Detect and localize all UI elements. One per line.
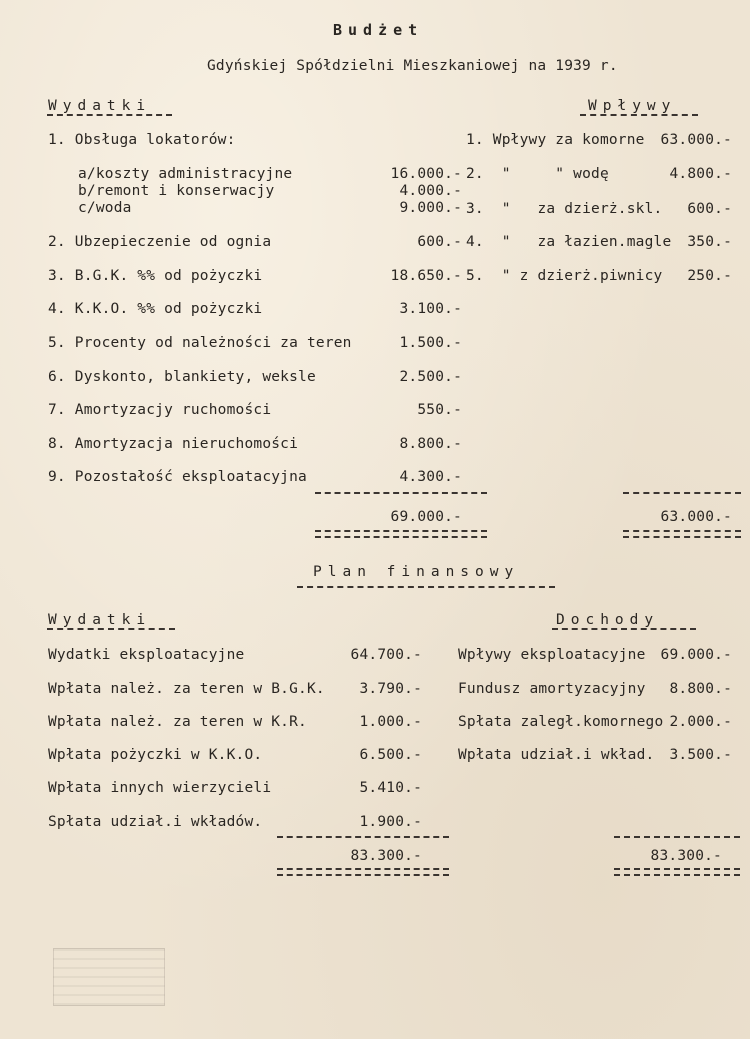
budget-expenses-total: 69.000.- — [390, 509, 462, 525]
expense-item-amount: 1.500.- — [399, 335, 462, 351]
plan-income-label: Spłata zaległ.komornego — [458, 714, 664, 730]
income-item-amount: 63.000.- — [660, 132, 732, 148]
expense-item-amount: 2.500.- — [399, 369, 462, 385]
plan-expenses-heading: Wydatki — [48, 612, 152, 628]
plan-expenses-underline — [47, 628, 175, 630]
income-item-label: 2. " " wodę — [466, 166, 609, 182]
expense-item-amount: 4.300.- — [399, 469, 462, 485]
budget-income-underline — [580, 114, 698, 116]
income-item-amount: 250.- — [687, 268, 732, 284]
expense-item-amount: 8.800.- — [399, 436, 462, 452]
plan-expense-amount: 1.000.- — [359, 714, 422, 730]
expense-item-amount: 3.100.- — [399, 301, 462, 317]
expense-item-label: 4. K.K.O. %% od pożyczki — [48, 301, 263, 317]
document-subtitle: Gdyńskiej Spółdzielni Mieszkaniowej na 1939 r. — [207, 58, 618, 74]
plan-income-amount: 69.000.- — [660, 647, 732, 663]
plan-income-label: Wpływy eksploatacyjne — [458, 647, 646, 663]
budget-income-heading: Wpływy — [588, 98, 677, 114]
expense-item-label: 6. Dyskonto, blankiety, weksle — [48, 369, 316, 385]
expense-item-label: 3. B.G.K. %% od pożyczki — [48, 268, 263, 284]
expense-sub-c-amount: 9.000.- — [399, 200, 462, 216]
expense-item-label: 8. Amortyzacja nieruchomości — [48, 436, 299, 452]
plan-income-label: Fundusz amortyzacyjny — [458, 681, 646, 697]
plan-expense-amount: 5.410.- — [359, 780, 422, 796]
expense-item-1: 1. Obsługa lokatorów: — [48, 132, 236, 148]
budget-income-total: 63.000.- — [660, 509, 732, 525]
expense-sub-b-label: b/remont i konserwacjy — [78, 183, 275, 199]
expense-item-label: 2. Ubzepieczenie od ognia — [48, 234, 272, 250]
plan-expense-label: Wydatki eksploatacyjne — [48, 647, 245, 663]
plan-income-amount: 2.000.- — [669, 714, 732, 730]
plan-expense-label: Wpłata innych wierzycieli — [48, 780, 272, 796]
income-item-label: 5. " z dzierż.piwnicy — [466, 268, 663, 284]
plan-income-total: 83.300.- — [650, 848, 722, 864]
expense-sub-a-label: a/koszty administracyjne — [78, 166, 293, 182]
plan-expense-amount: 1.900.- — [359, 814, 422, 830]
expense-item-amount: 550.- — [417, 402, 462, 418]
budget-expenses-underline — [47, 114, 172, 116]
plan-expense-amount: 64.700.- — [350, 647, 422, 663]
expense-item-label: 5. Procenty od należności za teren — [48, 335, 352, 351]
expense-item-label: 9. Pozostałość eksploatacyjna — [48, 469, 307, 485]
plan-expenses-sum-line — [277, 836, 449, 838]
income-total-double-line — [623, 530, 741, 538]
plan-income-amount: 8.800.- — [669, 681, 732, 697]
expense-sub-b-amount: 4.000.- — [399, 183, 462, 199]
archive-stamp — [53, 948, 165, 1006]
expenses-sum-line — [315, 492, 487, 494]
plan-expense-label: Spłata udział.i wkładów. — [48, 814, 263, 830]
plan-expense-label: Wpłata należ. za teren w K.R. — [48, 714, 307, 730]
plan-income-label: Wpłata udział.i wkład. — [458, 747, 655, 763]
expenses-total-double-line — [315, 530, 487, 538]
income-item-label: 1. Wpływy za komorne — [466, 132, 645, 148]
plan-income-double-line — [614, 868, 740, 876]
income-item-amount: 600.- — [687, 201, 732, 217]
income-item-label: 4. " za łazien.magle — [466, 234, 672, 250]
plan-expense-label: Wpłata należ. za teren w B.G.K. — [48, 681, 325, 697]
budget-expenses-heading: Wydatki — [48, 98, 152, 114]
plan-expense-label: Wpłata pożyczki w K.K.O. — [48, 747, 263, 763]
plan-income-heading: Dochody — [556, 612, 660, 628]
plan-expense-amount: 3.790.- — [359, 681, 422, 697]
plan-income-underline — [552, 628, 696, 630]
plan-expenses-total: 83.300.- — [350, 848, 422, 864]
plan-expense-amount: 6.500.- — [359, 747, 422, 763]
expense-item-amount: 18.650.- — [390, 268, 462, 284]
plan-income-sum-line — [614, 836, 740, 838]
expense-sub-a-amount: 16.000.- — [390, 166, 462, 182]
income-item-amount: 350.- — [687, 234, 732, 250]
expense-item-amount: 600.- — [417, 234, 462, 250]
document-title: Budżet — [333, 21, 424, 39]
plan-title-underline — [297, 586, 555, 588]
plan-expenses-double-line — [277, 868, 449, 876]
expense-item-label: 7. Amortyzacjy ruchomości — [48, 402, 272, 418]
income-item-amount: 4.800.- — [669, 166, 732, 182]
plan-income-amount: 3.500.- — [669, 747, 732, 763]
income-sum-line — [623, 492, 741, 494]
income-item-label: 3. " za dzierż.skl. — [466, 201, 663, 217]
expense-sub-c-label: c/woda — [78, 200, 132, 216]
plan-title: Plan finansowy — [313, 564, 520, 580]
